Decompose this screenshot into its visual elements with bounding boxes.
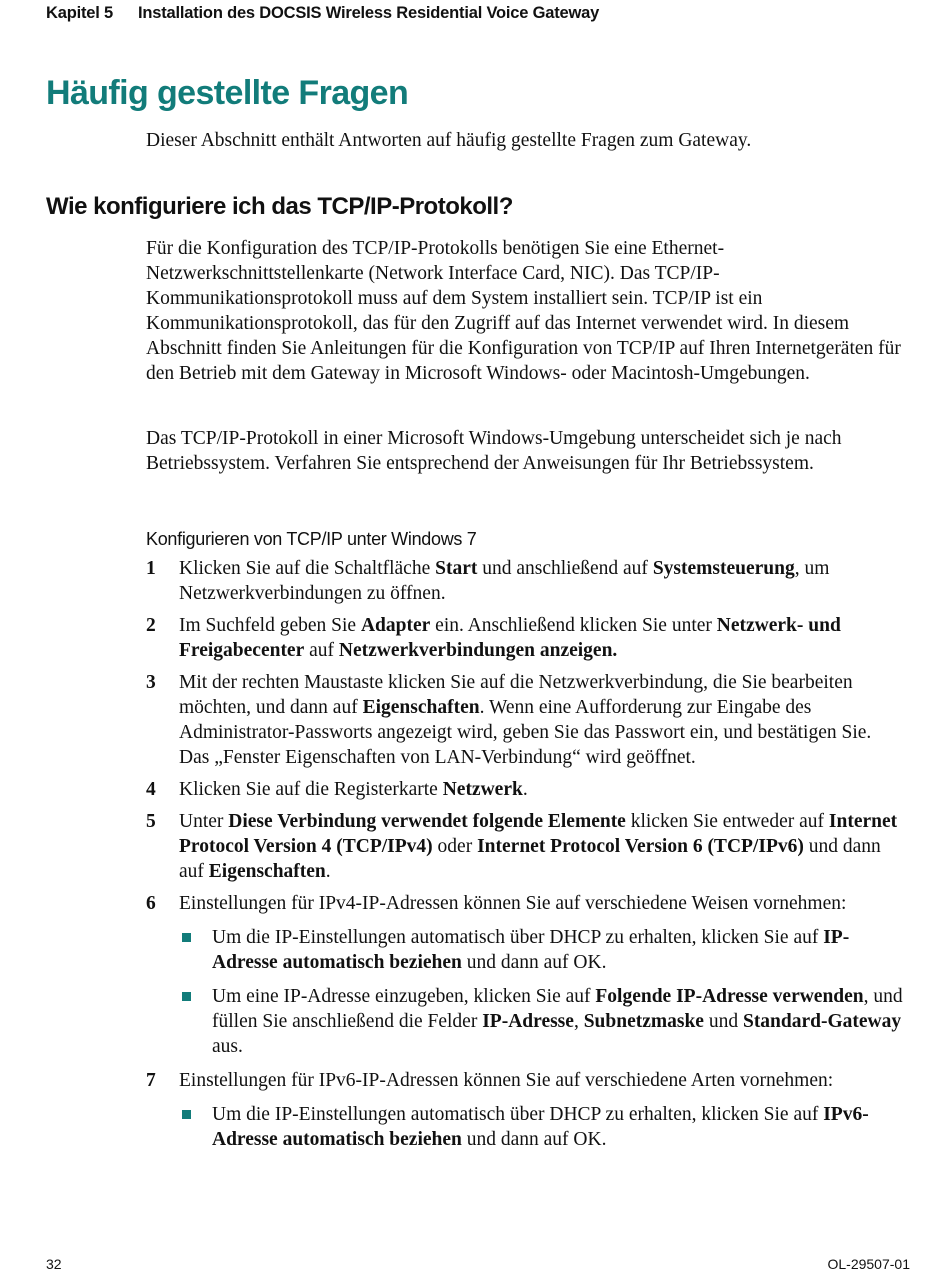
emphasis-text: Eigenschaften — [362, 697, 480, 718]
procedure-step — [146, 670, 906, 770]
step-text: Um die IP-Einstellungen automatisch über DHCP zu erhalten, klicken Sie auf — [212, 1104, 824, 1125]
step-number: 6 — [146, 893, 156, 914]
step-text: . — [522, 779, 528, 800]
step-text: und — [703, 1011, 743, 1032]
step-text: Klicken Sie auf die Schaltfläche — [179, 558, 436, 579]
emphasis-text: Netzwerkverbindungen anzeigen. — [338, 640, 618, 661]
step-text: klicken Sie entweder auf — [625, 811, 829, 832]
bullet-item — [179, 984, 906, 1059]
step-body — [179, 1068, 906, 1093]
emphasis-text: Subnetzmaske — [583, 1011, 704, 1032]
emphasis-text: Folgende IP-Adresse verwenden — [595, 986, 864, 1007]
page-number: 32 — [46, 1256, 62, 1272]
step-text: , und füllen Sie anschließend die Felder — [212, 986, 903, 1032]
page-title: Häufig gestellte Fragen — [46, 74, 409, 112]
step-text: . — [325, 861, 331, 882]
emphasis-text: Standard-Gateway — [742, 1011, 902, 1032]
step-text: . Wenn eine Aufforderung zur Eingabe des Administrator-Passworts angezeigt wird, geben Sie das Passwort ein, und bestätigen Sie. Das „Fenster Eigenschaften von LAN-Verbindung“ wird geöffnet. — [179, 697, 872, 768]
emphasis-text: IP-Adresse — [482, 1011, 574, 1032]
emphasis-text: Eigenschaften — [208, 861, 326, 882]
step-body — [179, 891, 906, 916]
step-text: und anschließend auf — [477, 558, 653, 579]
step-number: 1 — [146, 558, 156, 579]
step-text: Einstellungen für IPv4-IP-Adressen können Sie auf verschiedene Weisen vornehmen: — [179, 893, 847, 914]
step-text: aus. — [212, 1036, 243, 1057]
procedure-step — [146, 613, 906, 663]
emphasis-text: IPv6-Adresse automatisch beziehen — [212, 1104, 869, 1150]
section-heading: Wie konfiguriere ich das TCP/IP-Protokoll? — [46, 193, 513, 220]
step-text: und dann auf — [179, 836, 881, 882]
document-number: OL-29507-01 — [827, 1256, 910, 1272]
section-paragraph-2: Das TCP/IP-Protokoll in einer Microsoft Windows-Umgebung unterscheidet sich je nach Betriebssystem. Verfahren Sie entsprechend der Anweisungen für Ihr Betriebssystem. — [146, 428, 842, 474]
step-body — [179, 809, 906, 884]
emphasis-text: Adapter — [360, 615, 431, 636]
procedure-step — [146, 891, 906, 1059]
bullet-text — [212, 984, 906, 1059]
running-header — [46, 4, 599, 23]
step-text: , um Netzwerkverbindungen zu öffnen. — [179, 558, 830, 604]
step-text: Unter — [179, 811, 229, 832]
bullet-text — [212, 925, 906, 975]
step-bullet-list — [179, 1102, 906, 1152]
procedure-step — [146, 809, 906, 884]
step-text: auf — [304, 640, 339, 661]
step-text: und dann auf OK. — [461, 952, 607, 973]
step-text: Mit der rechten Maustaste klicken Sie auf die Netzwerkverbindung, die Sie bearbeiten möchten, und dann auf — [179, 672, 853, 718]
bullet-text — [212, 1102, 906, 1152]
square-bullet-icon — [182, 933, 191, 942]
chapter-number: Kapitel 5 — [46, 4, 113, 22]
emphasis-text: Internet Protocol Version 6 (TCP/IPv6) — [477, 836, 804, 857]
step-number: 5 — [146, 811, 156, 832]
step-text: Um eine IP-Adresse einzugeben, klicken Sie auf — [212, 986, 596, 1007]
step-number: 3 — [146, 672, 156, 693]
step-number: 4 — [146, 779, 156, 800]
square-bullet-icon — [182, 1110, 191, 1119]
emphasis-text: Start — [435, 558, 478, 579]
emphasis-text: Systemsteuerung — [652, 558, 795, 579]
step-text: oder — [432, 836, 478, 857]
section-paragraph-1: Für die Konfiguration des TCP/IP-Protokolls benötigen Sie eine Ethernet-Netzwerkschnittstellenkarte (Network Interface Card, NIC). Das TCP/IP-Kommunikationsprotokoll muss auf dem System installiert sein. TCP/IP ist ein Kommunikationsprotokoll, das für den Zugriff auf das Internet verwendet wird. In diesem Abschnitt finden Sie Anleitungen für die Konfiguration von TCP/IP auf Ihren Internetgeräten für den Betrieb mit dem Gateway in Microsoft Windows- oder Macintosh-Umgebungen. — [146, 238, 901, 384]
step-text: und dann auf OK. — [461, 1129, 607, 1150]
square-bullet-icon — [182, 992, 191, 1001]
emphasis-text: Internet Protocol Version 4 (TCP/IPv4) — [179, 811, 898, 857]
procedure-step — [146, 777, 906, 802]
procedure-steps — [146, 556, 906, 1161]
step-body — [179, 613, 906, 663]
emphasis-text: Diese Verbindung verwendet folgende Elemente — [228, 811, 626, 832]
step-body — [179, 670, 906, 770]
step-bullet-list — [179, 925, 906, 1059]
step-body — [179, 556, 906, 606]
step-text: Im Suchfeld geben Sie — [179, 615, 361, 636]
step-text: Um die IP-Einstellungen automatisch über DHCP zu erhalten, klicken Sie auf — [212, 927, 824, 948]
step-body — [179, 777, 906, 802]
emphasis-text: IP-Adresse automatisch beziehen — [212, 927, 850, 973]
procedure-heading: Konfigurieren von TCP/IP unter Windows 7 — [146, 529, 477, 549]
step-text: , — [573, 1011, 584, 1032]
chapter-title: Installation des DOCSIS Wireless Residential Voice Gateway — [138, 4, 600, 22]
step-number: 7 — [146, 1070, 156, 1091]
bullet-item — [179, 925, 906, 975]
intro-paragraph: Dieser Abschnitt enthält Antworten auf häufig gestellte Fragen zum Gateway. — [146, 130, 752, 151]
step-text: ein. Anschließend klicken Sie unter — [430, 615, 717, 636]
emphasis-text: Netzwerk- und Freigabecenter — [179, 615, 841, 661]
procedure-step — [146, 556, 906, 606]
step-text: Einstellungen für IPv6-IP-Adressen können Sie auf verschiedene Arten vornehmen: — [179, 1070, 834, 1091]
step-number: 2 — [146, 615, 156, 636]
bullet-item — [179, 1102, 906, 1152]
step-text: Klicken Sie auf die Registerkarte — [179, 779, 443, 800]
emphasis-text: Netzwerk — [442, 779, 523, 800]
procedure-step — [146, 1068, 906, 1152]
